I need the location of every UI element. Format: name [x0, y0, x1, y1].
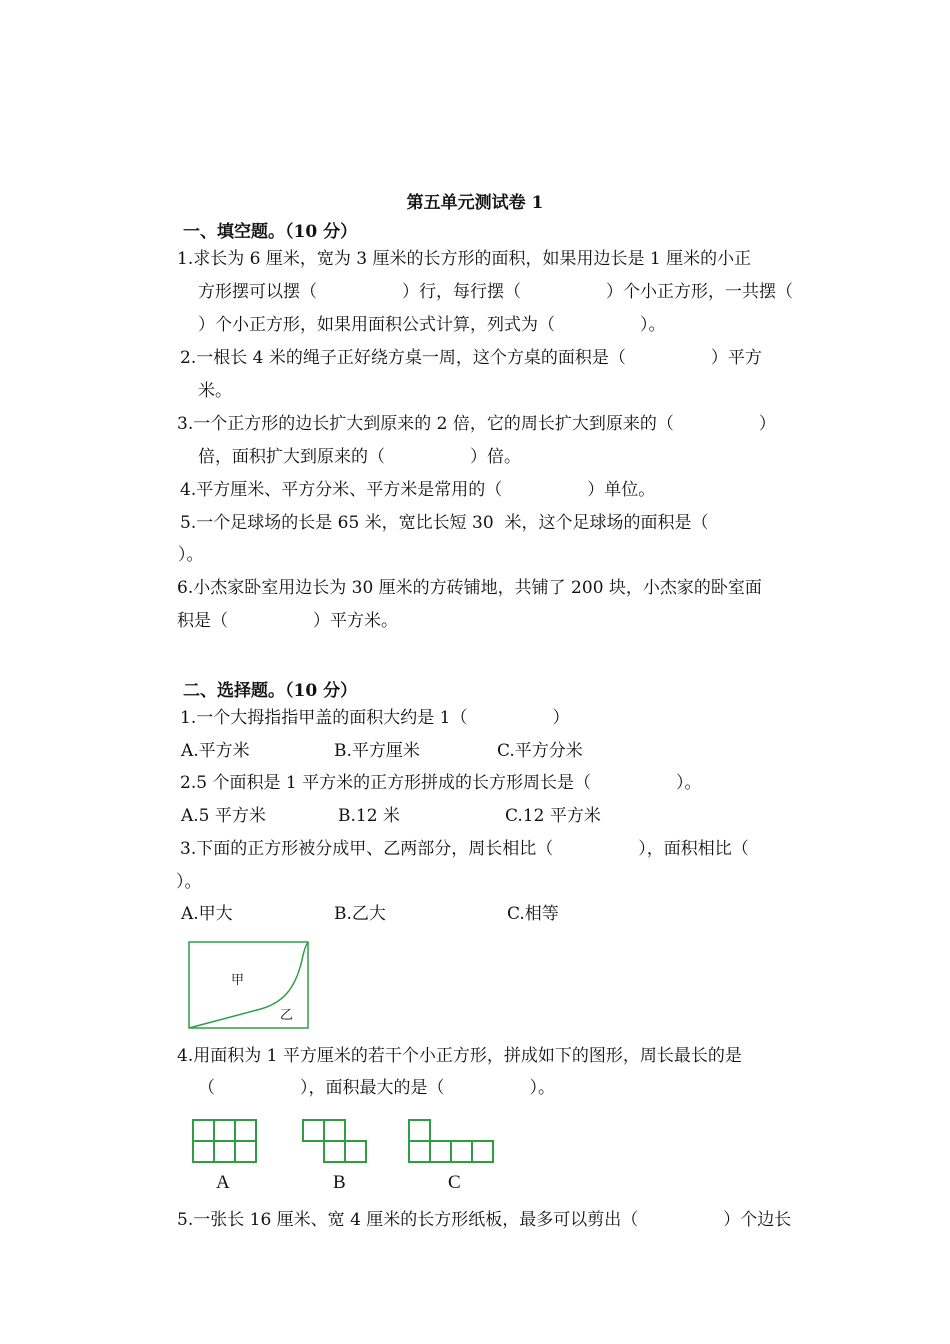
s1-q6-line1: 6.小杰家卧室用边长为 30 厘米的方砖铺地，共铺了 200 块，小杰家的卧室面	[177, 578, 762, 598]
s1-q5-line2: ）。	[178, 545, 204, 565]
s2-q1-stem: 1.一个大拇指指甲盖的面积大约是 1（ ）	[180, 708, 570, 728]
s2-q2-option-a: A.5 平方米	[181, 806, 266, 826]
label-jia: 甲	[231, 973, 245, 988]
shape-b-label: B	[333, 1172, 346, 1193]
s2-q2-option-c: C.12 平方米	[505, 806, 601, 826]
square-divided-figure	[187, 940, 312, 1030]
s2-q3-line1: 3.下面的正方形被分成甲、乙两部分，周长相比（ ），面积相比（	[180, 839, 749, 859]
s1-q2-line2: 米。	[198, 381, 232, 401]
s2-q1-option-a: A.平方米	[181, 741, 250, 761]
s1-q4: 4.平方厘米、平方分米、平方米是常用的（ ）单位。	[180, 480, 656, 500]
s2-q4-line2: （ ），面积最大的是（ ）。	[198, 1078, 555, 1098]
s2-q1-option-c: C.平方分米	[497, 741, 583, 761]
section-2-heading: 二、选择题。（10 分）	[183, 681, 358, 701]
s1-q1-line2: 方形摆可以摆（ ）行，每行摆（ ）个小正方形，一共摆（	[198, 282, 793, 302]
page-title: 第五单元测试卷 1	[406, 193, 544, 213]
shape-a-figure	[191, 1118, 259, 1164]
s2-q1-option-b: B.平方厘米	[334, 741, 420, 761]
shape-c-label: C	[448, 1172, 461, 1193]
s2-q3-option-c: C.相等	[507, 904, 559, 924]
s2-q3-option-b: B.乙大	[334, 904, 386, 924]
s1-q3-line2: 倍，面积扩大到原来的（ ）倍。	[198, 447, 521, 467]
s1-q1-line1: 1.求长为 6 厘米，宽为 3 厘米的长方形的面积，如果用边长是 1 厘米的小正	[177, 249, 752, 269]
s1-q2-line1: 2.一根长 4 米的绳子正好绕方桌一周，这个方桌的面积是（ ）平方	[180, 348, 762, 368]
s2-q2-stem: 2.5 个面积是 1 平方米的正方形拼成的长方形周长是（ ）。	[180, 773, 702, 793]
s2-q3-option-a: A.甲大	[181, 904, 233, 924]
shape-a-label: A	[216, 1172, 230, 1193]
s2-q2-option-b: B.12 米	[338, 806, 400, 826]
label-yi: 乙	[280, 1008, 294, 1023]
s1-q6-line2: 积是（ ）平方米。	[177, 611, 398, 631]
s2-q4-line1: 4.用面积为 1 平方厘米的若干个小正方形，拼成如下的图形，周长最长的是	[177, 1046, 742, 1066]
s2-q3-line2: ）。	[176, 872, 202, 892]
s1-q1-line3: ）个小正方形，如果用面积公式计算，列式为（ ）。	[198, 315, 666, 335]
s1-q3-line1: 3.一个正方形的边长扩大到原来的 2 倍，它的周长扩大到原来的（ ）	[177, 414, 776, 434]
s1-q5-line1: 5.一个足球场的长是 65 米，宽比长短 30 米，这个足球场的面积是（	[180, 513, 709, 533]
shape-c-figure	[407, 1118, 497, 1164]
shape-b-figure	[301, 1118, 369, 1164]
s2-q5-line1: 5.一张长 16 厘米、宽 4 厘米的长方形纸板，最多可以剪出（ ）个边长	[177, 1210, 792, 1230]
section-1-heading: 一、填空题。（10 分）	[183, 222, 358, 242]
